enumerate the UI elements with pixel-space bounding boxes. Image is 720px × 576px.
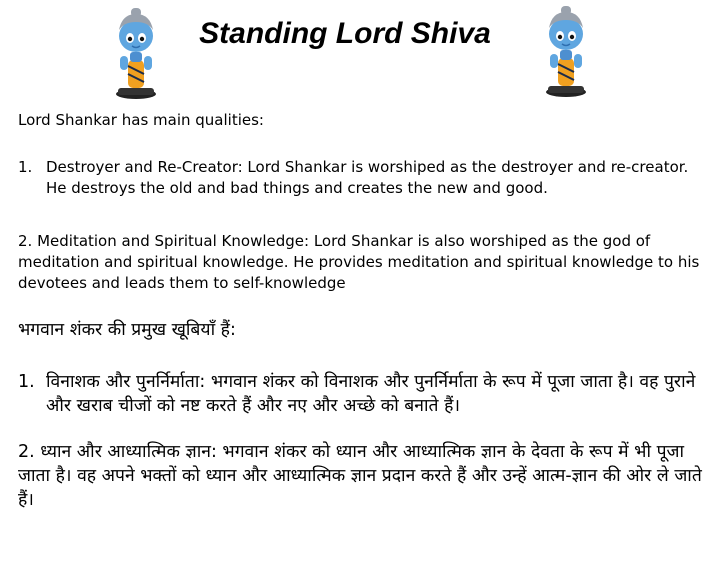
page-title: Standing Lord Shiva [199, 17, 491, 50]
hindi-intro: भगवान शंकर की प्रमुख खूबियाँ हैं: [18, 320, 236, 340]
list-number: 1. [18, 158, 33, 176]
list-item-text: विनाशक और पुनर्निर्माता: भगवान शंकर को विनाशक और पुनर्निर्माता के रूप में पूजा जाता है। वह पुराने और खराब चीजों को नष्ट करते हैं और नए और अच्छे को बनाते हैं। [46, 372, 696, 416]
shiva-figurine-icon [534, 6, 598, 98]
english-list-item-1 [18, 157, 708, 199]
list-number: 1. [18, 372, 35, 392]
hindi-list-item-1 [18, 370, 712, 418]
list-item-text: Destroyer and Re-Creator: Lord Shankar is worshiped as the destroyer and re-creator. He destroys the old and bad things and creates the new and good. [46, 158, 689, 197]
english-intro: Lord Shankar has main qualities: [18, 111, 264, 129]
english-paragraph-2: 2. Meditation and Spiritual Knowledge: Lord Shankar is also worshiped as the god of meditation and spiritual knowledge. He provides meditation and spiritual knowledge to his devotees and leads them to self-knowledge [18, 232, 700, 292]
hindi-paragraph-2: 2. ध्यान और आध्यात्मिक ज्ञान: भगवान शंकर को ध्यान और आध्यात्मिक ज्ञान के देवता के रूप में भी पूजा जाता है। वह अपने भक्तों को ध्यान और आध्यात्मिक ज्ञान प्रदान करते हैं और उन्हें आत्म-ज्ञान की ओर ले जाते हैं। [18, 442, 702, 510]
